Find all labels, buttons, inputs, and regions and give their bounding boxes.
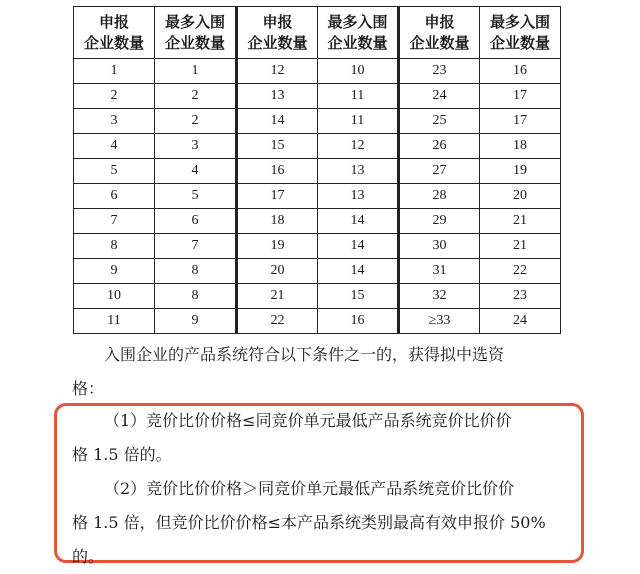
table-cell: 11 <box>318 109 399 134</box>
table-cell: 19 <box>480 159 561 184</box>
condition-1-line-1: （1）竞价比价价格≤同竞价单元最低产品系统竞价比价价 <box>104 411 512 430</box>
intro-line-2: 格： <box>72 379 105 398</box>
table-cell: 3 <box>155 134 237 159</box>
table-cell: 21 <box>480 209 561 234</box>
table-cell: 23 <box>399 59 480 84</box>
table-cell: 10 <box>74 284 155 309</box>
header-max-shortlisted: 最多入围 企业数量 <box>480 7 561 59</box>
table-cell: 8 <box>74 234 155 259</box>
table-cell: 9 <box>155 309 237 334</box>
condition-2-line-1: （2）竞价比价价格＞同竞价单元最低产品系统竞价比价价 <box>104 479 515 498</box>
table-row <box>74 84 561 109</box>
table-cell: 9 <box>74 259 155 284</box>
table-cell: 17 <box>237 184 318 209</box>
table-row <box>74 284 561 309</box>
table-cell: 27 <box>399 159 480 184</box>
table-cell: 22 <box>237 309 318 334</box>
table-cell: 19 <box>237 234 318 259</box>
table-cell: 13 <box>237 84 318 109</box>
table-cell: 14 <box>237 109 318 134</box>
table-cell: 4 <box>74 134 155 159</box>
table-row <box>74 234 561 259</box>
table-cell: 2 <box>74 84 155 109</box>
condition-1-line-2: 格 1.5 倍的。 <box>72 445 172 464</box>
table-row <box>74 259 561 284</box>
table-cell: 32 <box>399 284 480 309</box>
table-cell: 24 <box>399 84 480 109</box>
table-cell: 18 <box>480 134 561 159</box>
table-cell: 1 <box>74 59 155 84</box>
table-cell: 5 <box>155 184 237 209</box>
condition-2-line-3: 的。 <box>72 547 105 566</box>
table-row <box>74 184 561 209</box>
table-header-row <box>74 7 561 59</box>
table-cell: 14 <box>318 209 399 234</box>
condition-2-line-2: 格 1.5 倍，但竞价比价价格≤本产品系统类别最高有效申报价 50% <box>72 513 546 532</box>
intro-line-1: 入围企业的产品系统符合以下条件之一的，获得拟中选资 <box>104 345 505 364</box>
table-cell: 25 <box>399 109 480 134</box>
table-cell: 7 <box>74 209 155 234</box>
table-cell: 3 <box>74 109 155 134</box>
table-row <box>74 134 561 159</box>
condition-1 <box>72 404 572 472</box>
table-row <box>74 309 561 334</box>
table-cell: 8 <box>155 284 237 309</box>
table-cell: 16 <box>237 159 318 184</box>
table-cell: 4 <box>155 159 237 184</box>
table-row <box>74 209 561 234</box>
table-cell: 16 <box>318 309 399 334</box>
header-max-shortlisted: 最多入围 企业数量 <box>318 7 399 59</box>
header-max-shortlisted: 最多入围 企业数量 <box>155 7 237 59</box>
table-cell: 17 <box>480 109 561 134</box>
table-cell: 11 <box>74 309 155 334</box>
table-row <box>74 159 561 184</box>
table-cell: 6 <box>74 184 155 209</box>
table-cell: 15 <box>237 134 318 159</box>
table-cell: 24 <box>480 309 561 334</box>
table-cell: 8 <box>155 259 237 284</box>
header-applicants: 申报 企业数量 <box>399 7 480 59</box>
table-cell: ≥33 <box>399 309 480 334</box>
table-cell: 29 <box>399 209 480 234</box>
table-cell: 20 <box>480 184 561 209</box>
header-applicants: 申报 企业数量 <box>237 7 318 59</box>
table-cell: 10 <box>318 59 399 84</box>
table-cell: 23 <box>480 284 561 309</box>
table-cell: 21 <box>237 284 318 309</box>
condition-2 <box>72 472 572 574</box>
table-cell: 20 <box>237 259 318 284</box>
table-cell: 6 <box>155 209 237 234</box>
table-cell: 16 <box>480 59 561 84</box>
table-cell: 2 <box>155 84 237 109</box>
intro-paragraph <box>72 338 572 406</box>
table-cell: 22 <box>480 259 561 284</box>
table-cell: 5 <box>74 159 155 184</box>
table-cell: 15 <box>318 284 399 309</box>
table-cell: 11 <box>318 84 399 109</box>
table-cell: 14 <box>318 234 399 259</box>
enterprise-quota-table <box>73 6 561 334</box>
table-row <box>74 109 561 134</box>
table-row <box>74 59 561 84</box>
table-cell: 7 <box>155 234 237 259</box>
table-cell: 12 <box>237 59 318 84</box>
table-cell: 2 <box>155 109 237 134</box>
table-cell: 14 <box>318 259 399 284</box>
table-cell: 17 <box>480 84 561 109</box>
table-cell: 18 <box>237 209 318 234</box>
header-applicants: 申报 企业数量 <box>74 7 155 59</box>
table-cell: 13 <box>318 184 399 209</box>
table-cell: 13 <box>318 159 399 184</box>
table-cell: 31 <box>399 259 480 284</box>
table-cell: 26 <box>399 134 480 159</box>
table-cell: 21 <box>480 234 561 259</box>
table-cell: 1 <box>155 59 237 84</box>
table-cell: 12 <box>318 134 399 159</box>
table-cell: 28 <box>399 184 480 209</box>
table-cell: 30 <box>399 234 480 259</box>
